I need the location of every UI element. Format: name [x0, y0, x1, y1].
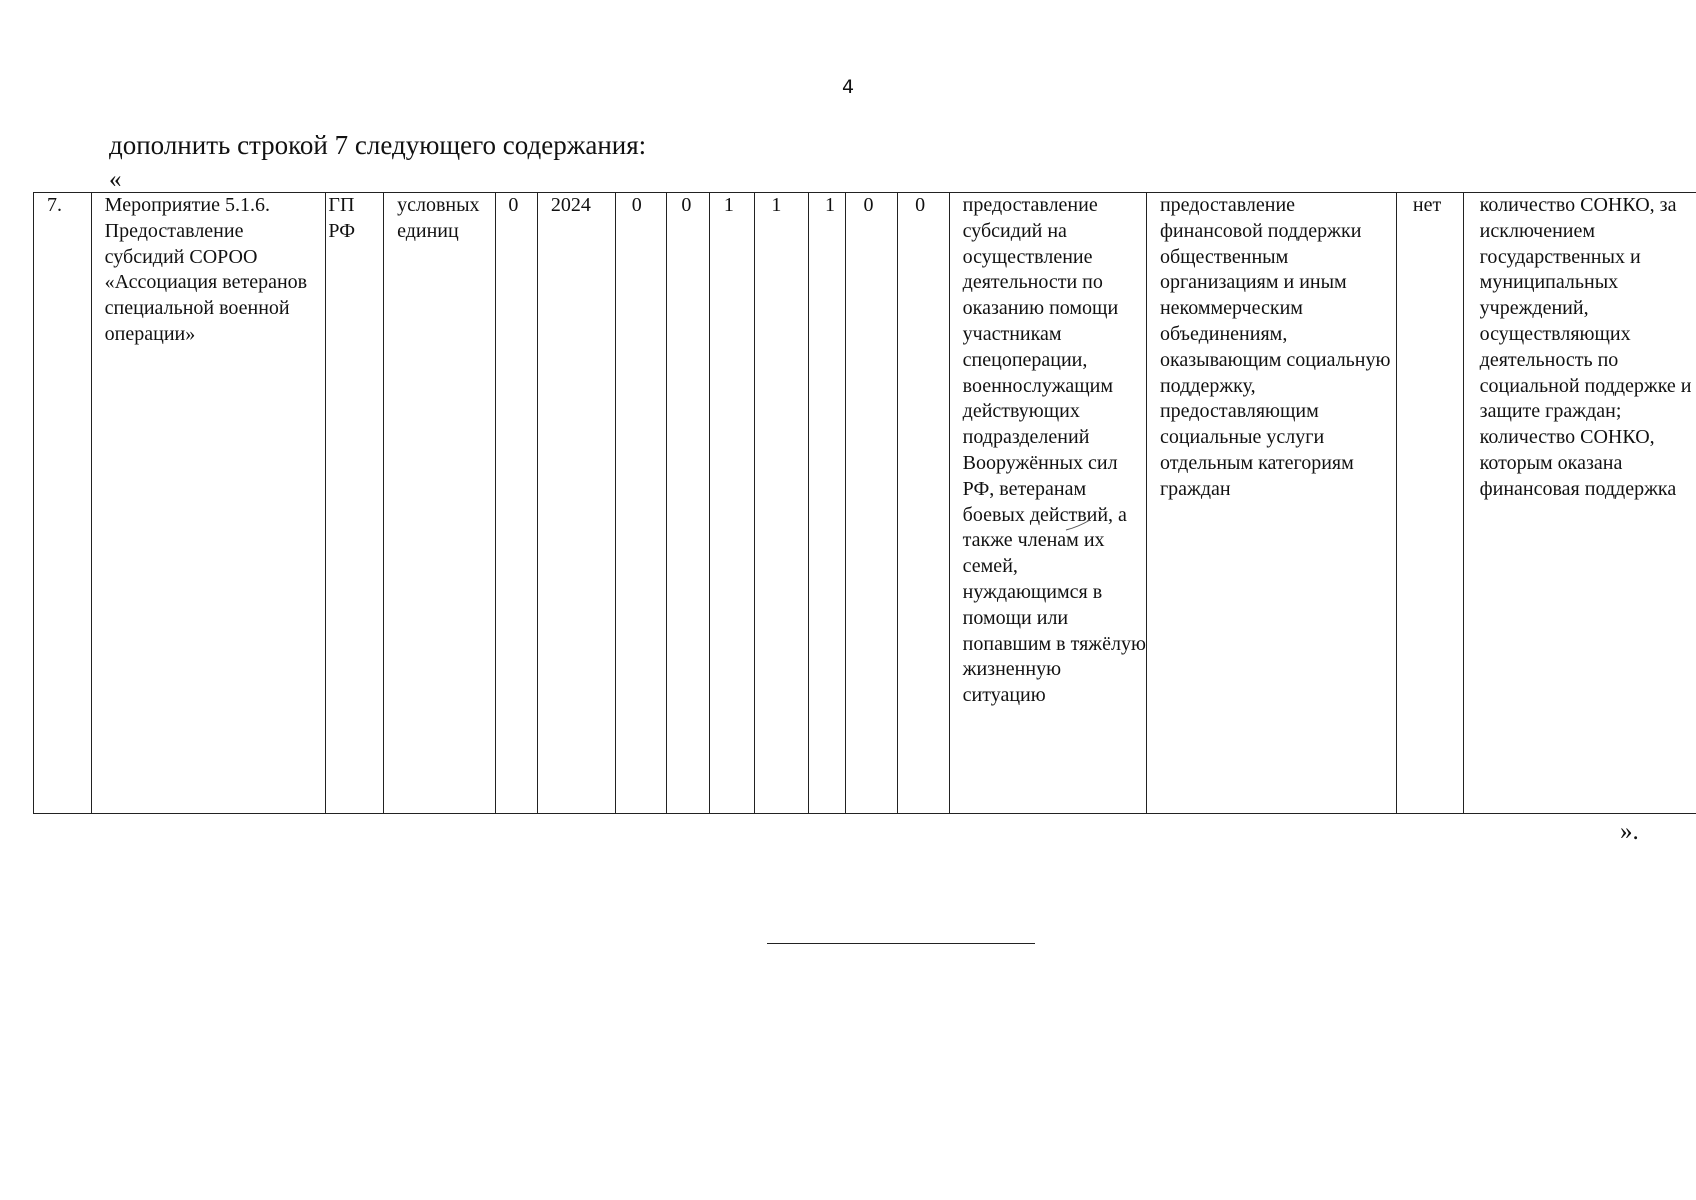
opening-quote: « [109, 166, 122, 193]
closing-quote: ». [1620, 818, 1639, 845]
cell-indicators: количество СОНКО, за исключением государственных и муниципальных учреждений, осуществляющих деятельность по социальной поддержке и защите граждан; количество СОНКО, которым оказана финансовая поддержка [1463, 193, 1696, 814]
table-row [34, 193, 1696, 814]
cell-value-1: 0 [615, 193, 667, 814]
cell-event: Мероприятие 5.1.6. Предоставление субсидий СОРОО «Ассоциация ветеранов специальной военной операции» [91, 193, 326, 814]
cell-value-4: 1 [755, 193, 809, 814]
cell-direction: предоставление субсидий на осуществление деятельности по оказанию помощи участникам спецоперации, военнослужащим действующих подразделений Вооружённых сил РФ, ветеранам боевых действий, а также членам их семей, нуждающимся в помощи или попавшим в тяжёлую жизненную ситуацию [949, 193, 1146, 814]
cell-unit: условных единиц [384, 193, 496, 814]
page-number: 4 [841, 76, 855, 98]
cell-base-value: 0 [496, 193, 537, 814]
cell-value-7: 0 [898, 193, 950, 814]
cell-program: ГП РФ [326, 193, 384, 814]
cell-value-2: 0 [667, 193, 709, 814]
cell-value-3: 1 [709, 193, 755, 814]
cell-value-6: 0 [846, 193, 898, 814]
cell-flag: нет [1396, 193, 1463, 814]
pen-stroke-mark [1064, 518, 1094, 534]
intro-text: дополнить строкой 7 следующего содержания: [109, 130, 647, 160]
amendment-table [33, 192, 1696, 814]
cell-goal: предоставление финансовой поддержки общественным организациям и иным некоммерческим объединениям, оказывающим социальную поддержку, предоставляющим социальные услуги отдельным категориям граждан [1146, 193, 1396, 814]
cell-number: 7. [34, 193, 92, 814]
cell-value-5: 1 [809, 193, 846, 814]
separator-line [767, 943, 1035, 944]
cell-base-year: 2024 [537, 193, 615, 814]
